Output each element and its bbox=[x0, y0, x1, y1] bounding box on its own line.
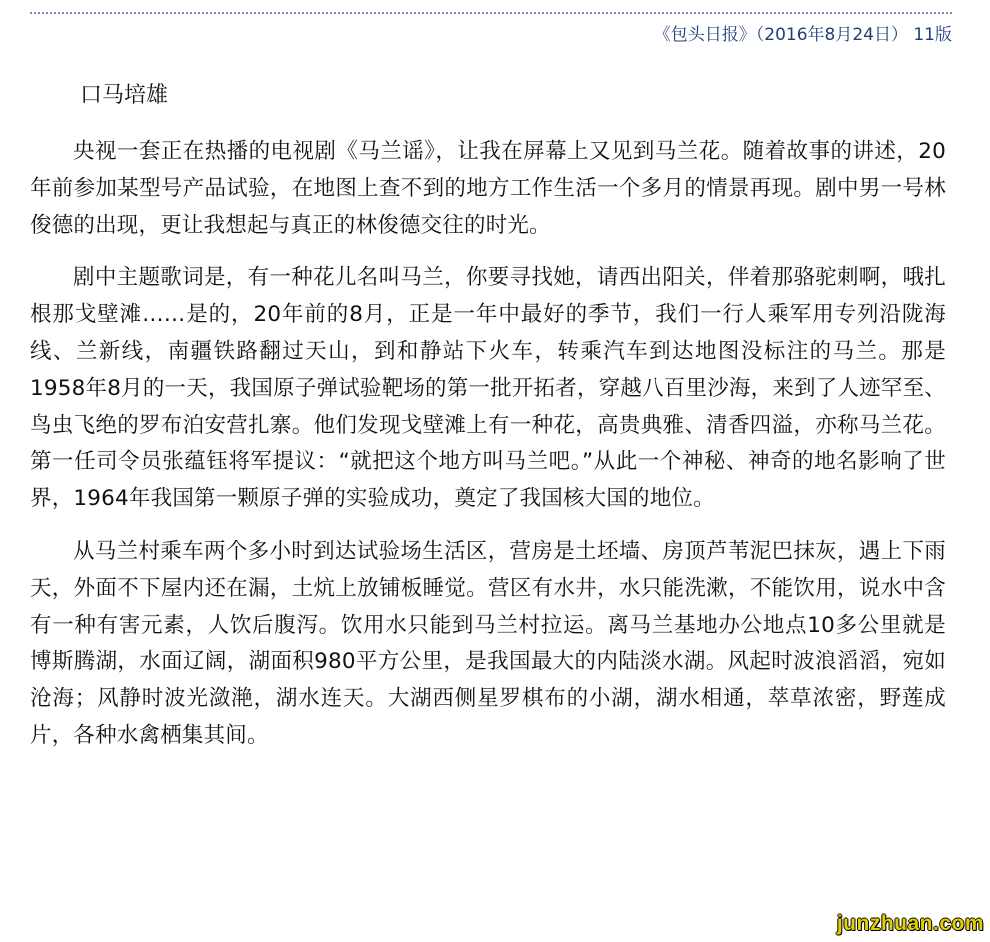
article-paragraph-3: 从马兰村乘车两个多小时到达试验场生活区，营房是土坯墙、房顶芦苇泥巴抹灰，遇上下雨天，外面不下屋内还在漏，土炕上放铺板睡觉。营区有水井，水只能洗漱，不能饮用，说水中含有一种有害元素，人饮后腹泻。饮用水只能到马兰村拉运。离马兰基地办公地点10多公里就是博斯腾湖，水面辽阔，湖面积980平方公里，是我国最大的内陆淡水湖。风起时波浪滔滔，宛如沧海；风静时波光潋滟，湖水连天。大湖西侧星罗棋布的小湖，湖水相通，萃草浓密，野莲成片，各种水禽栖集其间。 bbox=[30, 538, 946, 748]
source-citation: 《包头日报》（2016年8月24日） 11版 bbox=[653, 25, 952, 45]
article-author: 口马培雄 bbox=[80, 83, 169, 108]
article-paragraph-2: 剧中主题歌词是，有一种花儿名叫马兰，你要寻找她，请西出阳关，伴着那骆驼刺啊，哦扎根那戈壁滩……是的，20年前的8月，正是一年中最好的季节，我们一行人乘军用专列沿陇海线、兰新线，南疆铁路翻过天山，到和静站下火车，转乘汽车到达地图没标注的马兰。那是1958年8月的一天，我国原子弹试验靶场的第一批开拓者，穿越八百里沙海，来到了人迹罕至、鸟虫飞绝的罗布泊安营扎寨。他们发现戈壁滩上有一种花，高贵典雅、清香四溢，亦称马兰花。第一任司令员张蕴钰将军提议：“就把这个地方叫马兰吧。”从此一个神秘、神奇的地名影响了世界，1964年我国第一颗原子弹的实验成功，奠定了我国核大国的地位。 bbox=[30, 265, 946, 512]
article-body bbox=[30, 78, 946, 771]
article-paragraph-1: 央视一套正在热播的电视剧《马兰谣》，让我在屏幕上又见到马兰花。随着故事的讲述，20年前参加某型号产品试验，在地图上查不到的地方工作生活一个多月的情景再现。剧中男一号林俊德的出现，更让我想起与真正的林俊德交往的时光。 bbox=[30, 139, 946, 238]
top-dotted-divider bbox=[30, 12, 952, 14]
site-watermark: junzhuan.com bbox=[836, 912, 984, 935]
